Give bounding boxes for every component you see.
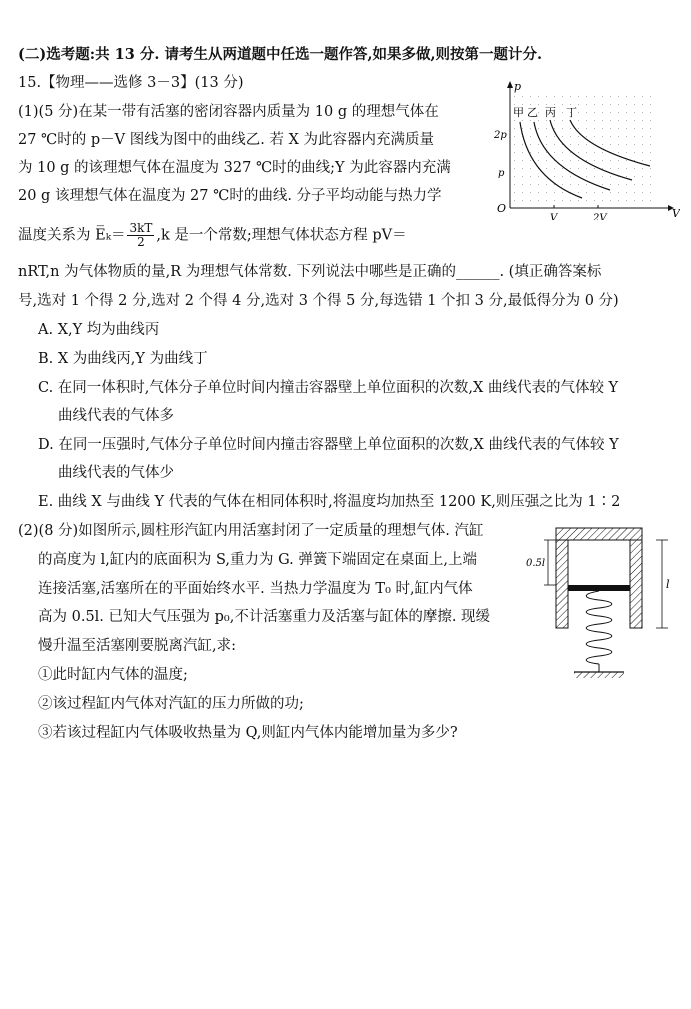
piston bbox=[568, 585, 630, 591]
option-d-cont: 曲线代表的气体少 bbox=[58, 465, 174, 481]
part2-line: 慢升温至活塞刚要脱离汽缸,求: bbox=[38, 638, 236, 654]
part1-line: (1)(5 分)在某一带有活塞的密闭容器内质量为 10 g 的理想气体在 bbox=[18, 104, 439, 120]
option-b: B. X 为曲线丙,Y 为曲线丁 bbox=[38, 351, 208, 367]
fraction-numerator: 3kT bbox=[129, 221, 153, 235]
part2-line: 的高度为 l,缸内的底面积为 S,重力为 G. 弹簧下端固定在桌面上,上端 bbox=[38, 552, 477, 568]
option-c-cont: 曲线代表的气体多 bbox=[58, 408, 174, 424]
part1-line: nRT,n 为气体物质的量,R 为理想气体常数. 下列说法中哪些是正确的______. (填正确答案标 bbox=[18, 264, 602, 280]
cylinder-left-wall bbox=[556, 540, 568, 628]
part1-line: 27 ℃时的 p－V 图线为图中的曲线乙. 若 X 为此容器内充满质量 bbox=[18, 132, 435, 148]
part1-line: 号,选对 1 个得 2 分,选对 2 个得 4 分,选对 3 个得 5 分,每选错 1 个扣 3 分,最低得分为 0 分) bbox=[18, 293, 619, 309]
x-axis-label: V bbox=[672, 207, 680, 220]
subquestion-2: ②该过程缸内气体对汽缸的压力所做的功; bbox=[38, 696, 304, 712]
origin-label: O bbox=[497, 202, 507, 215]
fraction-denominator: 2 bbox=[137, 235, 145, 249]
part2-line: (2)(8 分)如图所示,圆柱形汽缸内用活塞封闭了一定质量的理想气体. 汽缸 bbox=[18, 523, 484, 539]
part2-line: 连接活塞,活塞所在的平面始终水平. 当热力学温度为 T₀ 时,缸内气体 bbox=[38, 581, 473, 597]
x-tick-2v: 2V bbox=[593, 213, 607, 220]
spring bbox=[586, 591, 612, 664]
y-tick-2p: 2p bbox=[494, 130, 507, 141]
cylinder-right-wall bbox=[630, 540, 642, 628]
option-a: A. X,Y 均为曲线丙 bbox=[38, 322, 160, 338]
x-tick-v: V bbox=[550, 213, 558, 220]
part1-line: 20 g 该理想气体在温度为 27 ℃时的曲线. 分子平均动能与热力学 bbox=[18, 188, 442, 204]
option-c: C. 在同一体积时,气体分子单位时间内撞击容器壁上单位面积的次数,X 曲线代表的气体较 Y bbox=[38, 380, 619, 396]
cylinder-figure bbox=[522, 520, 682, 685]
label-half-l: 0.5l bbox=[526, 558, 546, 569]
curve-label-jia: 甲 bbox=[513, 106, 524, 119]
part1-line: 为 10 g 的该理想气体在温度为 327 ℃时的曲线;Y 为此容器内充满 bbox=[18, 160, 451, 176]
kinetic-energy-fraction bbox=[127, 222, 154, 249]
label-l: l bbox=[666, 578, 670, 591]
cylinder-top-wall bbox=[556, 528, 642, 540]
part2-line: 高为 0.5l. 已知大气压强为 p₀,不计活塞重力及活塞与缸体的摩擦. 现缓 bbox=[38, 609, 491, 625]
y-axis-label: p bbox=[514, 80, 522, 93]
formula-prefix: 温度关系为 E̅ₖ＝ bbox=[18, 227, 126, 244]
part1-formula-line bbox=[18, 222, 407, 249]
option-d: D. 在同一压强时,气体分子单位时间内撞击容器壁上单位面积的次数,X 曲线代表的气体较 Y bbox=[38, 437, 619, 453]
subquestion-3: ③若该过程缸内气体吸收热量为 Q,则缸内气体内能增加量为多少? bbox=[38, 725, 458, 741]
question-15-title: 15.【物理——选修 3－3】(13 分) bbox=[18, 75, 244, 91]
table-hatch bbox=[574, 672, 624, 678]
section-header: (二)选考题:共 13 分. 请考生从两道题中任选一题作答,如果多做,则按第一题计分. bbox=[18, 46, 543, 63]
pv-graph bbox=[490, 80, 680, 220]
curve-label-bing: 丙 bbox=[545, 106, 556, 119]
y-tick-p: p bbox=[498, 168, 505, 179]
curve-label-yi: 乙 bbox=[527, 106, 538, 119]
option-e: E. 曲线 X 与曲线 Y 代表的气体在相同体积时,将温度均加热至 1200 K,则压强之比为 1∶2 bbox=[38, 494, 621, 510]
subquestion-1: ①此时缸内气体的温度; bbox=[38, 667, 188, 683]
curve-label-ding: 丁 bbox=[566, 106, 577, 119]
y-axis-arrow bbox=[507, 81, 513, 88]
formula-suffix: ,k 是一个常数;理想气体状态方程 pV＝ bbox=[156, 227, 407, 244]
